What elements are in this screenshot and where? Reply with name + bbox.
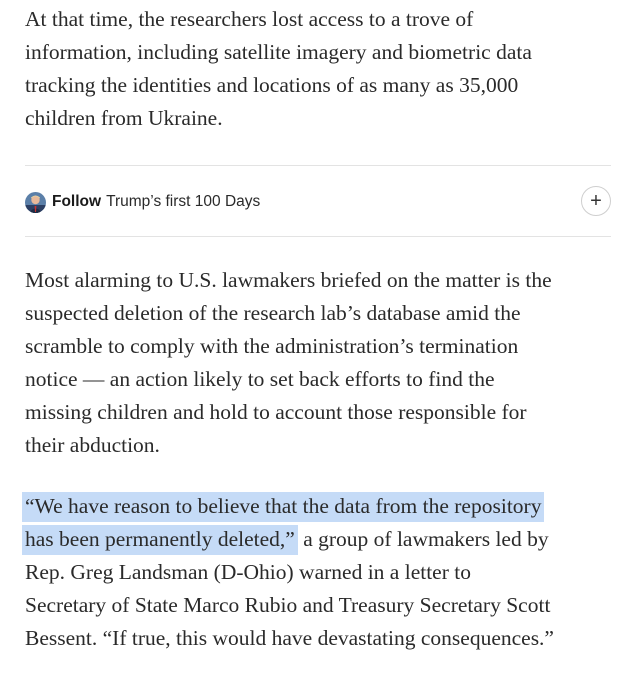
paragraph-line: suspected deletion of the research lab’s database amid the xyxy=(25,301,521,325)
plus-icon: + xyxy=(590,189,602,212)
article-paragraph-1 xyxy=(25,3,625,135)
follow-label[interactable]: Follow xyxy=(52,193,102,210)
paragraph-line: Bessent. “If true, this would have devastating consequences.” xyxy=(25,626,554,650)
paragraph-line: tracking the identities and locations of as many as 35,000 xyxy=(25,73,519,97)
highlighted-quote-text[interactable]: “We have reason to believe that the data from the repository xyxy=(22,492,544,522)
divider-bottom xyxy=(25,236,611,237)
paragraph-line: children from Ukraine. xyxy=(25,106,223,130)
paragraph-line xyxy=(25,490,625,523)
paragraph-line: Secretary of State Marco Rubio and Treasury Secretary Scott xyxy=(25,593,551,617)
paragraph-text: a group of lawmakers led by xyxy=(297,527,549,551)
article-paragraph-3 xyxy=(25,490,625,655)
paragraph-line: their abduction. xyxy=(25,433,160,457)
paragraph-line xyxy=(25,523,625,556)
paragraph-line: Most alarming to U.S. lawmakers briefed on the matter is the xyxy=(25,268,552,292)
follow-topic-name[interactable]: Trump’s first 100 Days xyxy=(106,193,261,210)
article-paragraph-2 xyxy=(25,264,625,462)
paragraph-line: notice — an action likely to set back efforts to find the xyxy=(25,367,495,391)
divider-top xyxy=(25,165,611,166)
paragraph-line: information, including satellite imagery and biometric data xyxy=(25,40,532,64)
follow-add-button[interactable] xyxy=(581,186,611,216)
paragraph-line: At that time, the researchers lost access to a trove of xyxy=(25,7,474,31)
paragraph-line: missing children and hold to account those responsible for xyxy=(25,400,527,424)
trump-avatar-icon xyxy=(25,192,46,213)
highlighted-quote-text[interactable]: has been permanently deleted,” xyxy=(22,525,298,555)
follow-topic-bar xyxy=(25,186,611,218)
paragraph-line: Rep. Greg Landsman (D-Ohio) warned in a letter to xyxy=(25,560,471,584)
paragraph-line: scramble to comply with the administration’s termination xyxy=(25,334,519,358)
